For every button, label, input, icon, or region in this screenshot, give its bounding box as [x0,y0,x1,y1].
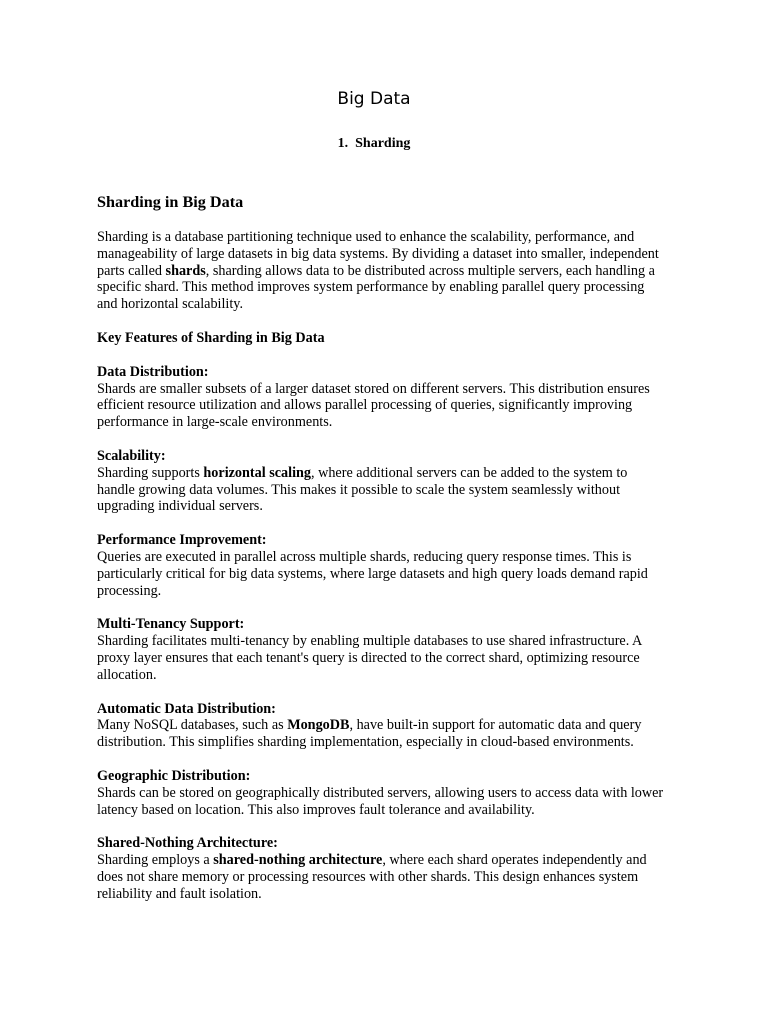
document-body [97,192,667,920]
feature-item [97,835,667,902]
feature-text: Sharding facilitates multi-tenancy by enabling multiple databases to use shared infrastructure. A proxy layer ensures that each tenant's query is directed to the correct shard, optimizing resource allocation. [97,633,642,683]
feature-text: Shards can be stored on geographically distributed servers, allowing users to access data with lower latency based on location. This also improves fault tolerance and availability. [97,784,664,818]
feature-name: Multi-Tenancy Support: [97,616,245,633]
intro-text-start: Sharding is a database partitioning technique used to enhance the scalability, performance, and manageability of large datasets in big data systems. By dividing a dataset into smaller, independent parts called [97,229,659,279]
feature-text: Shards are smaller subsets of a larger dataset stored on different servers. This distribution ensures efficient resource utilization and allows parallel processing of queries, significantly improving performance in large-scale environments. [97,380,650,431]
section-label: Sharding [355,136,411,151]
features-heading: Key Features of Sharding in Big Data [97,329,325,346]
section-number: 1. [337,136,349,151]
intro-paragraph [97,229,667,313]
feature-bold-term: horizontal scaling [203,464,311,481]
feature-text: Sharding employs a [97,852,214,869]
feature-name: Geographic Distribution: [97,767,251,784]
feature-item [97,616,667,683]
feature-description [97,381,667,431]
intro-bold-term: shards [165,262,206,279]
document-title: Big Data [337,89,411,109]
subtitle-heading: Sharding in Big Data [97,193,244,211]
feature-description [97,852,667,902]
feature-bold-term: shared-nothing architecture [213,852,383,869]
feature-text: , have built-in support for automatic data and query distribution. This simplifies sharding implementation, especially in cloud-based environments. [97,717,642,751]
feature-item [97,364,667,431]
feature-description [97,465,667,515]
feature-name: Scalability: [97,447,166,464]
feature-item [97,701,667,751]
feature-text: Many NoSQL databases, such as [97,717,288,734]
feature-description [97,549,667,599]
feature-text: Queries are executed in parallel across multiple shards, reducing query response times. This is particularly critical for big data systems, where large datasets and high query loads demand rapid processing. [97,548,648,599]
intro-text-end: , sharding allows data to be distributed across multiple servers, each handling a specific shard. This method improves system performance by enabling parallel query processing and horizontal scalability. [97,262,655,313]
feature-text: Sharding supports [97,464,204,481]
feature-item [97,768,667,818]
feature-text: , where additional servers can be added to the system to handle growing data volumes. This makes it possible to scale the system seamlessly without upgrading individual servers. [97,464,628,515]
feature-bold-term: MongoDB [287,717,350,734]
feature-description [97,717,667,751]
feature-description [97,633,667,683]
feature-text: , where each shard operates independently and does not share memory or processing resources with other shards. This design enhances system reliability and fault isolation. [97,852,647,902]
feature-item [97,448,667,515]
section-heading [0,135,748,153]
feature-name: Shared-Nothing Architecture: [97,835,278,852]
feature-item [97,532,667,599]
feature-name: Performance Improvement: [97,532,267,549]
feature-name: Automatic Data Distribution: [97,700,276,717]
feature-description [97,785,667,819]
feature-name: Data Distribution: [97,363,209,380]
